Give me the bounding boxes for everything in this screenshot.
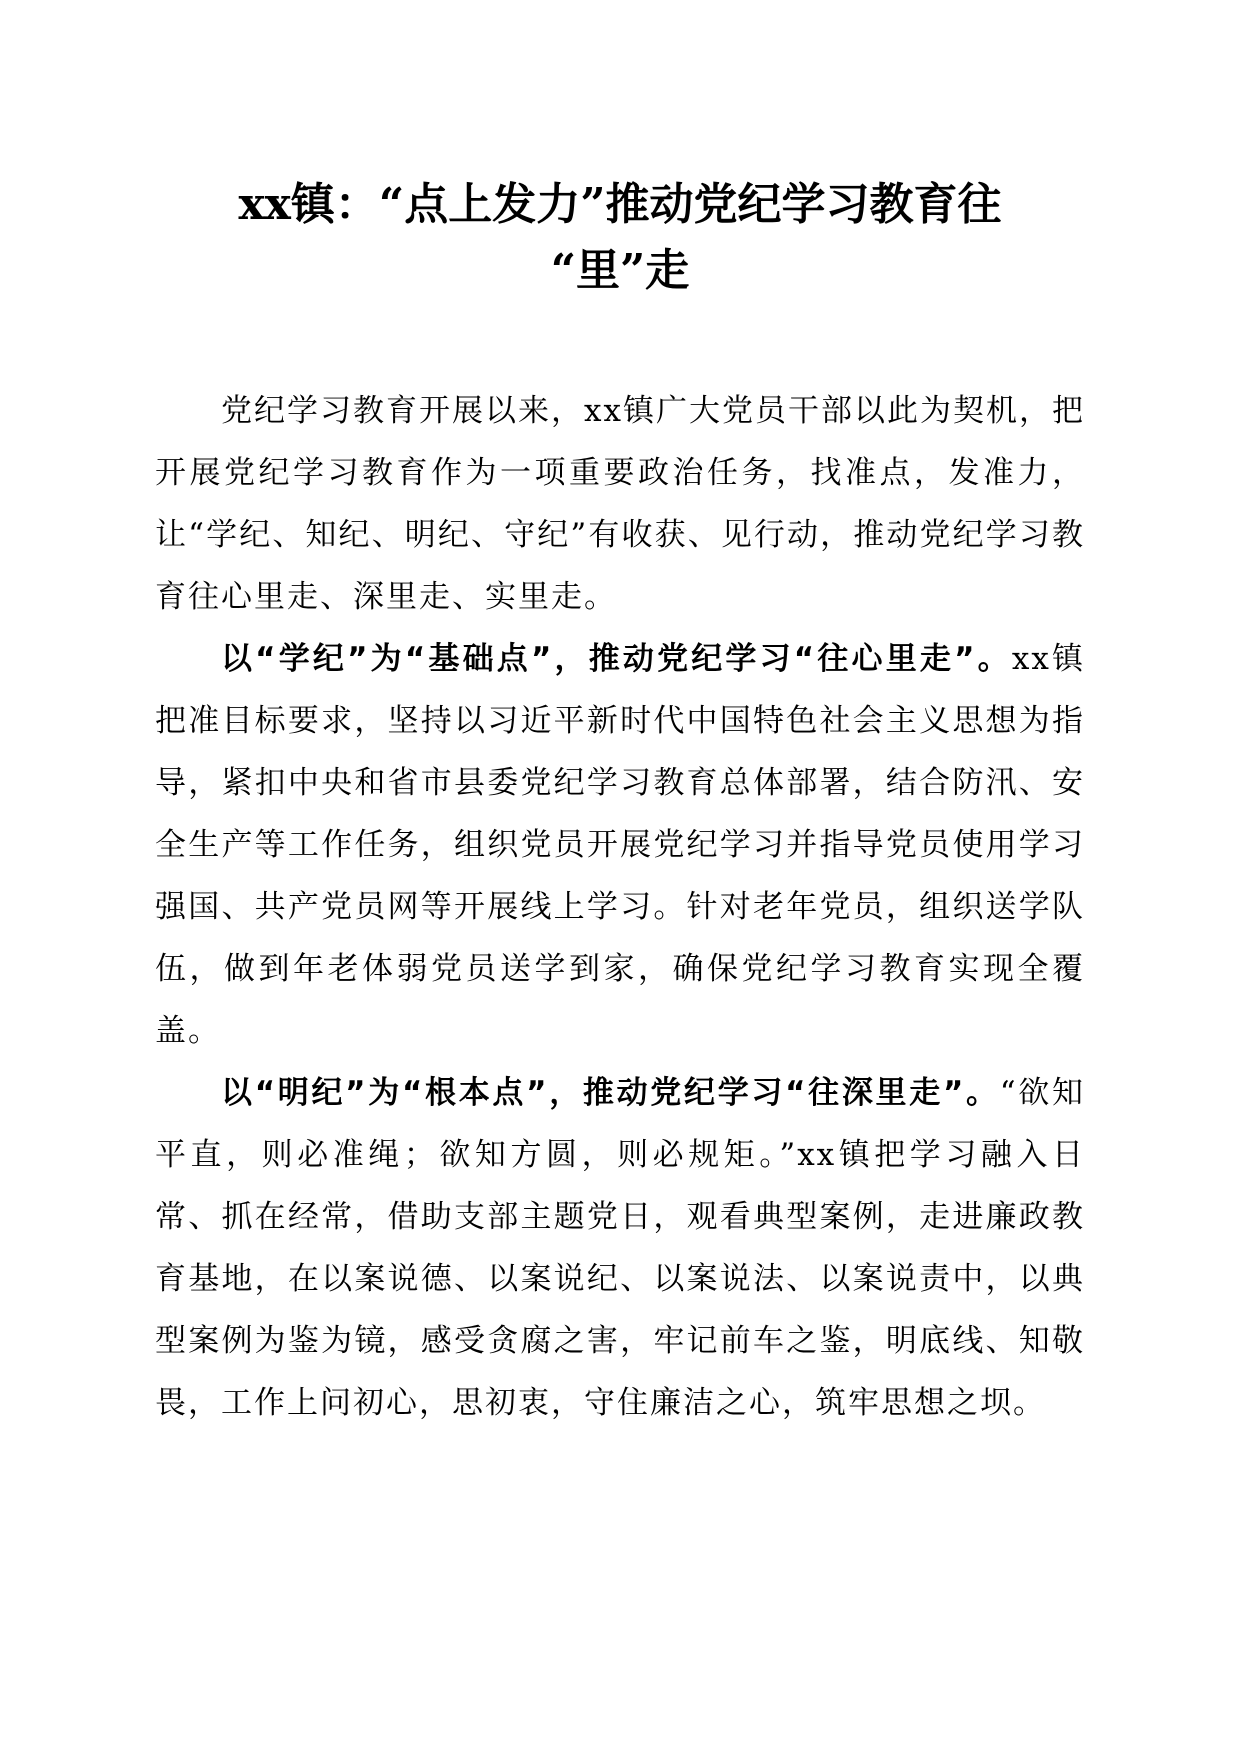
paragraph-intro [155, 380, 1085, 628]
title-line-2: “里”走 [550, 245, 690, 296]
paragraph-lead: 以“明纪”为“根本点”，推动党纪学习“往深里走”。 [221, 1075, 1000, 1111]
document-title [150, 172, 1090, 304]
title-line-1: xx镇：“点上发力”推动党纪学习教育往 [238, 179, 1002, 230]
paragraph-text: 党纪学习教育开展以来，xx镇广大党员干部以此为契机，把开展党纪学习教育作为一项重要政治任务，找准点，发准力，让“学纪、知纪、明纪、守纪”有收获、见行动，推动党纪学习教育往心里走、深里走、实里走。 [155, 393, 1085, 615]
paragraph-learn-discipline [155, 628, 1085, 1062]
paragraph-understand-discipline [155, 1062, 1085, 1434]
paragraph-lead: 以“学纪”为“基础点”，推动党纪学习“往心里走”。 [221, 641, 1012, 677]
paragraph-text: “欲知平直，则必准绳；欲知方圆，则必规矩。”xx镇把学习融入日常、抓在经常，借助支部主题党日，观看典型案例，走进廉政教育基地，在以案说德、以案说纪、以案说法、以案说责中，以典型案例为鉴为镜，感受贪腐之害，牢记前车之鉴，明底线、知敬畏，工作上问初心，思初衷，守住廉洁之心，筑牢思想之坝。 [155, 1075, 1085, 1421]
document-body [155, 380, 1085, 1434]
paragraph-text: xx镇把准目标要求，坚持以习近平新时代中国特色社会主义思想为指导，紧扣中央和省市县委党纪学习教育总体部署，结合防汛、安全生产等工作任务，组织党员开展党纪学习并指导党员使用学习强国、共产党员网等开展线上学习。针对老年党员，组织送学队伍，做到年老体弱党员送学到家，确保党纪学习教育实现全覆盖。 [155, 641, 1085, 1049]
